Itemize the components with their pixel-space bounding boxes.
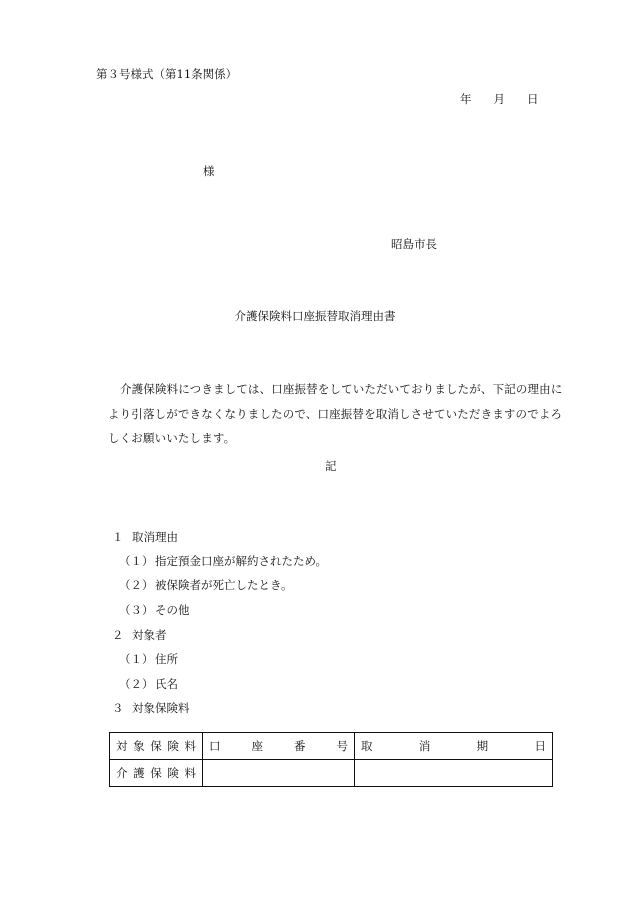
row-label-char: 険: [167, 766, 179, 780]
header-char: 号: [336, 739, 348, 753]
date-month: 月: [493, 92, 505, 106]
header-cell-target-premium: [110, 733, 203, 760]
header-cell-account-number: [203, 733, 355, 760]
header-char: 取: [361, 739, 373, 753]
date-year: 年: [460, 92, 472, 106]
row-label-cell: [110, 760, 203, 787]
account-number-cell[interactable]: [203, 760, 355, 787]
target-premium-table: [109, 732, 553, 787]
item-label: 住所: [155, 652, 178, 666]
header-char: 料: [184, 739, 196, 753]
section-label: 対象者: [132, 628, 167, 642]
item-label: その他: [155, 603, 190, 617]
item-number: （３）: [119, 603, 154, 617]
header-char: 口: [209, 739, 221, 753]
list-item: [0, 651, 178, 667]
item-number: （２）: [119, 677, 154, 691]
row-label-char: 介: [116, 766, 128, 780]
item-number: （２）: [119, 578, 154, 592]
row-label-char: 保: [150, 766, 162, 780]
header-cell-cancel-date: [355, 733, 553, 760]
section-label: 取消理由: [132, 530, 178, 544]
header-char: 期: [476, 739, 489, 753]
cancel-date-cell[interactable]: [355, 760, 553, 787]
section-heading: [0, 627, 167, 643]
section-number: ３: [112, 701, 124, 715]
item-label: 被保険者が死亡したとき。: [155, 578, 293, 592]
ki-marker: 記: [325, 459, 337, 473]
section-heading: [0, 700, 190, 716]
table-row: [110, 760, 553, 787]
document-title: 介護保険料口座振替取消理由書: [234, 309, 396, 323]
row-label-char: 護: [133, 766, 145, 780]
issuer: 昭島市長: [391, 237, 437, 251]
section-number: ２: [112, 628, 124, 642]
item-label: 指定預金口座が解約されたため。: [155, 554, 328, 568]
date-day: 日: [527, 92, 539, 106]
list-item: [0, 602, 190, 618]
item-number: （１）: [119, 554, 154, 568]
form-number: 第３号様式（第11条関係）: [96, 67, 238, 81]
header-char: 消: [418, 739, 431, 753]
section-heading: [0, 529, 178, 545]
row-label-char: 料: [184, 766, 196, 780]
header-char: 番: [294, 739, 306, 753]
header-char: 対: [116, 739, 128, 753]
header-char: 保: [150, 739, 162, 753]
header-char: 日: [534, 739, 546, 753]
list-item: [0, 676, 178, 692]
list-item: [0, 577, 293, 593]
addressee-honorific: 様: [203, 164, 215, 178]
header-char: 象: [133, 739, 145, 753]
item-number: （１）: [119, 652, 154, 666]
body-paragraph: 介護保険料につきましては、口座振替をしていただいておりましたが、下記の理由により引落しができなくなりましたので、口座振替を取消しさせていただきますのでよろしくお願いいたします。: [108, 382, 563, 445]
list-item: [0, 553, 327, 569]
section-label: 対象保険料: [132, 701, 190, 715]
table-header-row: [110, 733, 553, 760]
header-char: 険: [167, 739, 179, 753]
date-line: [460, 91, 539, 107]
item-label: 氏名: [155, 677, 178, 691]
header-char: 座: [251, 739, 263, 753]
section-number: １: [112, 530, 124, 544]
